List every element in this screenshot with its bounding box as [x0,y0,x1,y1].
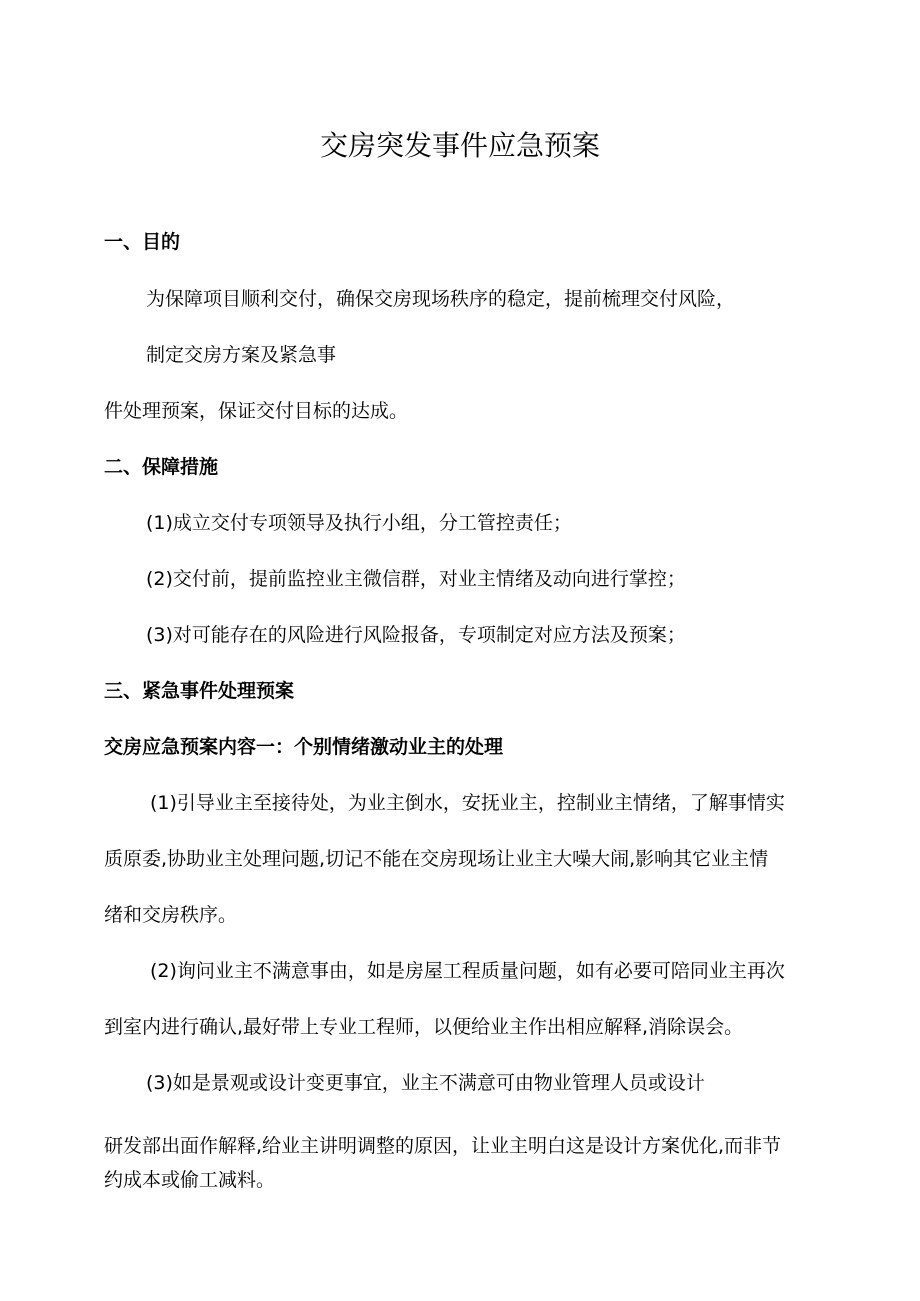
measure-item: (2)交付前，提前监控业主微信群，对业主情绪及动向进行掌控； [146,568,686,590]
emergency-item-line: 质原委,协助业主处理问题,切记不能在交房现场让业主大噪大闹,影响其它业主情 [104,848,769,870]
emergency-item-line: (2)询问业主不满意事由，如是房屋工程质量问题，如有必要可陪同业主再次 [150,960,785,982]
emergency-item-line: (3)如是景观或设计变更事宜，业主不满意可由物业管理人员或设计 [146,1072,705,1094]
measure-item: (1)成立交付专项领导及执行小组，分工管控责任； [146,512,572,534]
purpose-paragraph-line: 制定交房方案及紧急事 [146,344,337,366]
purpose-paragraph-line: 为保障项目顺利交付，确保交房现场秩序的稳定，提前梳理交付风险， [146,288,736,310]
emergency-item-line: 研发部出面作解释,给业主讲明调整的原因，让业主明白这是设计方案优化,而非节 [104,1135,782,1157]
emergency-item-line: (1)引导业主至接待处，为业主倒水，安抚业主，控制业主情绪，了解事情实 [150,792,785,814]
measure-item: (3)对可能存在的风险进行风险报备，专项制定对应方法及预案； [146,624,686,646]
section-heading-purpose: 一、目的 [104,231,181,253]
emergency-item-line: 约成本或偷工减料。 [104,1169,276,1191]
emergency-item-line: 到室内进行确认,最好带上专业工程师，以便给业主作出相应解释,消除误会。 [104,1016,744,1038]
emergency-item-line: 绪和交房秩序。 [104,904,238,926]
section-heading-emergency-plan: 三、紧急事件处理预案 [104,680,295,702]
emergency-plan-subheading: 交房应急预案内容一：个别情绪激动业主的处理 [104,736,504,758]
section-heading-measures: 二、保障措施 [104,456,219,478]
document-title: 交房突发事件应急预案 [319,129,600,162]
purpose-paragraph-line: 件处理预案，保证交付目标的达成。 [104,400,409,422]
